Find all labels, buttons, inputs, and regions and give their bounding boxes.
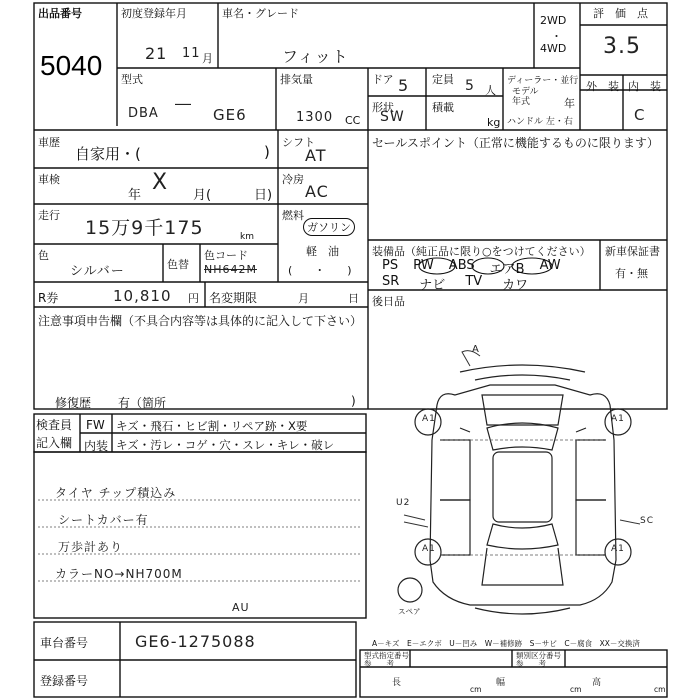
mileage-unit: km (240, 232, 254, 242)
name-change-month: 月 (298, 292, 309, 305)
history-close: ) (264, 143, 270, 161)
diagram-mark-front: A (472, 344, 480, 355)
height-label: 高 (592, 678, 602, 688)
equip-abs: ABS (448, 258, 475, 273)
diagram-mark-right-side: SC (640, 516, 654, 526)
interior-score: C (634, 106, 646, 124)
ac-value: AC (305, 182, 329, 201)
ac-label: 冷房 (282, 173, 304, 186)
warranty-label: 新車保証書 (605, 245, 660, 258)
model-code: GE6 (213, 106, 247, 124)
fuel-paren: ( ・ ) (288, 264, 352, 277)
displacement-label: 排気量 (280, 73, 313, 86)
equip-airbag: エアB (489, 262, 525, 277)
name-grade-label: 車名・グレード (222, 7, 299, 20)
diagram-mark-front-left: A1 (422, 414, 436, 424)
inspection-label: 車検 (38, 173, 60, 186)
color-code-label: 色コード (204, 249, 248, 262)
handwritten-note-2: シートカバー有 (58, 513, 149, 527)
reg-label: 登録番号 (40, 674, 89, 688)
first-reg-month-unit: 月 (202, 52, 213, 65)
car-name: フィット (282, 47, 349, 66)
inspection-month: 月( (193, 188, 212, 203)
chassis-label: 車台番号 (40, 636, 89, 650)
doors-value: 5 (398, 76, 410, 95)
inspection-year: 年 (128, 188, 142, 203)
history-value: 自家用・( (75, 145, 141, 163)
model-year-label: モデル 年式 (512, 87, 539, 107)
model-dash: ― (175, 94, 192, 113)
equip-tv: TV (465, 274, 483, 289)
shift-label: シフト (282, 136, 315, 149)
inspector-label: 検査員 記入欄 (36, 418, 73, 450)
width-label: 幅 (496, 678, 506, 688)
first-reg-year: 21 (145, 44, 168, 63)
repair-close: ) (351, 394, 356, 408)
fuel-label: 燃料 (282, 209, 304, 222)
sales-point-label: セールスポイント（正常に機能するものに限ります） (372, 136, 659, 150)
lot-number: 5040 (40, 50, 103, 81)
length-unit: cm (470, 685, 482, 694)
diagram-mark-left-side: U2 (396, 498, 411, 508)
interior-defect-items: キズ・汚レ・コゲ・穴・スレ・キレ・破レ (116, 438, 335, 452)
interior-label: 内 装 (628, 80, 661, 93)
category-label: 類別区分番号 参 考 (516, 651, 561, 668)
equip-leather: カワ (502, 278, 529, 293)
dealer-label: ディーラー・並行 (507, 76, 579, 86)
equip-navi: ナビ (419, 278, 446, 293)
handle-label: ハンドル 左・右 (507, 117, 573, 127)
rear-seat-label: 後日品 (372, 295, 405, 308)
capacity-unit: 人 (485, 84, 496, 97)
diagram-mark-rear-right: A1 (611, 544, 625, 554)
mileage-value: 15万9千175 (85, 217, 204, 239)
type-designation-label: 型式指定番号 参 考 (364, 651, 409, 668)
inspection-mark: X (152, 170, 169, 195)
handwritten-note-1: タイヤ チップ積込み (55, 486, 177, 500)
length-label: 長 (392, 678, 402, 688)
equip-aw: AW (539, 258, 561, 273)
spare-label: スペア (398, 607, 421, 616)
fuel-diesel: 軽 油 (306, 245, 339, 258)
fuel-gasoline: ガソリン (303, 218, 355, 236)
mileage-label: 走行 (38, 209, 60, 222)
name-change-label: 名変期限 (209, 291, 258, 305)
history-label: 車歴 (38, 136, 60, 149)
width-unit: cm (570, 685, 582, 694)
load-label: 積載 (432, 101, 454, 114)
notes-label: 注意事項申告欄（不具合内容等は具体的に記入して下さい） (38, 314, 363, 328)
color-change-label: 色替 (167, 258, 189, 271)
color-value: シルバー (70, 264, 125, 279)
load-unit: kg (487, 116, 501, 129)
score-label: 評 価 点 (593, 7, 648, 20)
shape-value: SW (380, 109, 405, 125)
drive-2wd: 2WD (540, 14, 567, 27)
color-code-value: NH642M (204, 263, 257, 276)
diagram-mark-rear-left: A1 (422, 544, 436, 554)
lot-label: 出品番号 (38, 7, 82, 20)
model-year-unit: 年 (564, 97, 575, 110)
handwritten-note-3: 万歩計あり (58, 540, 124, 554)
drive-dot: ・ (551, 30, 562, 43)
displacement-unit: CC (345, 114, 361, 127)
chassis-value: GE6-1275088 (135, 632, 256, 651)
warranty-value: 有・無 (615, 267, 648, 280)
recycle-label: R券 (38, 291, 59, 305)
shift-value: AT (305, 146, 327, 165)
fw-items: キズ・飛石・ヒビ割・リペア跡・X要 (116, 419, 308, 433)
repair-label: 修復歴 (55, 396, 92, 410)
inspector-signature: AU (232, 601, 250, 614)
equip-ps: PS (382, 258, 399, 273)
model-prefix: DBA (128, 106, 159, 121)
model-label: 型式 (121, 73, 143, 86)
recycle-unit: 円 (188, 292, 199, 305)
handwritten-note-4: カラーNO→NH700M (55, 567, 183, 581)
first-reg-label: 初度登録年月 (121, 7, 187, 20)
interior-defect-label: 内装 (84, 439, 109, 453)
color-label: 色 (38, 249, 49, 262)
score-value: 3.5 (603, 34, 641, 59)
shape-label: 形状 (372, 101, 394, 114)
equip-sr: SR (382, 274, 400, 289)
displacement-value: 1300 (296, 110, 334, 125)
repair-value: 有（箇所 (118, 396, 167, 410)
capacity-value: 5 (465, 78, 475, 94)
recycle-value: 10,810 (113, 287, 172, 305)
capacity-label: 定員 (432, 73, 454, 86)
diagram-mark-front-right: A1 (611, 414, 625, 424)
height-unit: cm (654, 685, 666, 694)
first-reg-month: 11 (182, 46, 201, 61)
equipment-label: 装備品（純正品に限り○をつけてください） (372, 245, 591, 258)
fw-label: FW (86, 418, 105, 432)
exterior-label: 外 装 (586, 80, 619, 93)
damage-legend: A－キズ E－エクボ U－凹み W－補修跡 S－サビ C－腐食 XX－交換済 (372, 639, 640, 648)
equip-pw: PW (413, 258, 434, 273)
inspection-day: 日) (254, 188, 273, 203)
drive-4wd: 4WD (540, 42, 567, 55)
doors-label: ドア (372, 73, 394, 86)
name-change-day: 日 (348, 292, 359, 305)
